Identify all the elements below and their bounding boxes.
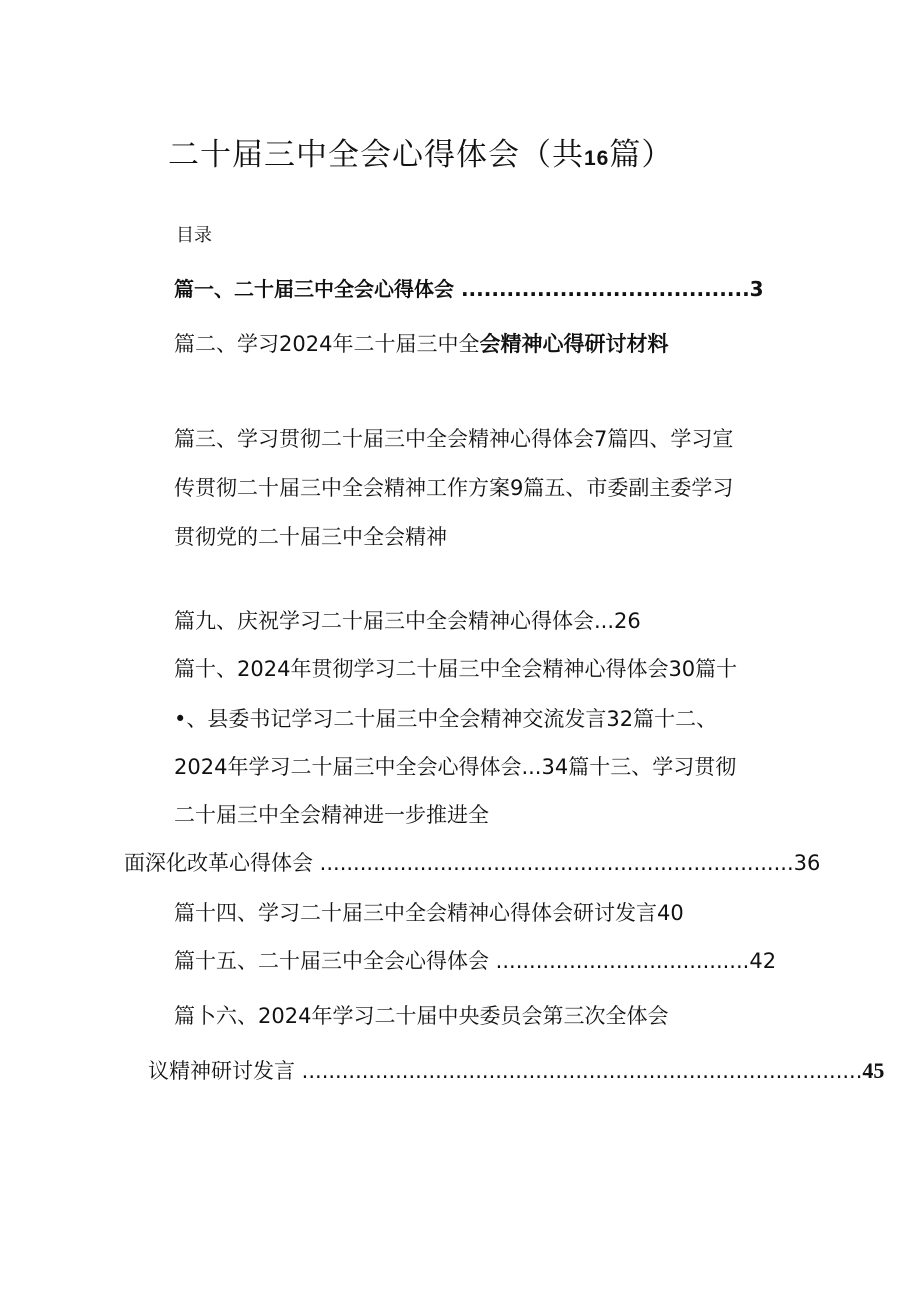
toc-entry-15-text: 议精神研讨发言 ....................................................................................	[148, 1059, 863, 1083]
toc-entry-2-part-b: 会精神心得研讨材料	[479, 332, 669, 356]
toc-entry-12: 篇十四、学习二十届三中全会精神心得体会研讨发言40	[174, 901, 684, 925]
toc-entry-14: 篇卜六、2024年学习二十届中央委员会第三次全体会	[174, 1004, 669, 1028]
toc-entry-8: •、县委书记学习二十届三中全会精神交流发言32篇十二、	[174, 707, 718, 731]
toc-entry-4: 传贯彻二十届三中全会精神工作方案9篇五、市委副主委学习	[174, 476, 734, 500]
toc-entry-2	[174, 331, 668, 357]
toc-entry-15-page: 45	[862, 1058, 885, 1083]
toc-entry-3: 篇三、学习贯彻二十届三中全会精神心得体会7篇四、学习宣	[174, 427, 734, 451]
toc-entry-10: 二十届三中全会精神进一步推进全	[174, 803, 489, 827]
toc-entry-6: 篇九、庆祝学习二十届三中全会精神心得体会...26	[174, 609, 641, 633]
title-tail: 篇）	[609, 137, 674, 173]
toc-entry-13: 篇十五、二十届三中全会心得体会 ......................................42	[174, 949, 777, 973]
title-number: 16	[584, 147, 610, 170]
toc-entry-5: 贯彻党的二十届三中全会精神	[174, 525, 447, 549]
toc-entry-9: 2024年学习二十届三中全会心得体会...34篇十三、学习贯彻	[174, 755, 737, 779]
toc-entry-1: 篇一、二十届三中全会心得体会 ......................................3	[174, 277, 764, 301]
toc-entry-15	[148, 1058, 884, 1084]
toc-entry-7: 篇十、2024年贯彻学习二十届三中全会精神心得体会30篇十	[174, 657, 738, 681]
toc-entry-11: 面深化改革心得体会 .......................................................................36	[124, 851, 821, 875]
toc-entry-2-part-a: 篇二、学习2024年二十届三中全	[174, 332, 480, 356]
document-title	[168, 135, 673, 179]
toc-label: 目录	[176, 225, 212, 246]
title-main: 二十届三中全会心得体会（共	[168, 137, 584, 173]
